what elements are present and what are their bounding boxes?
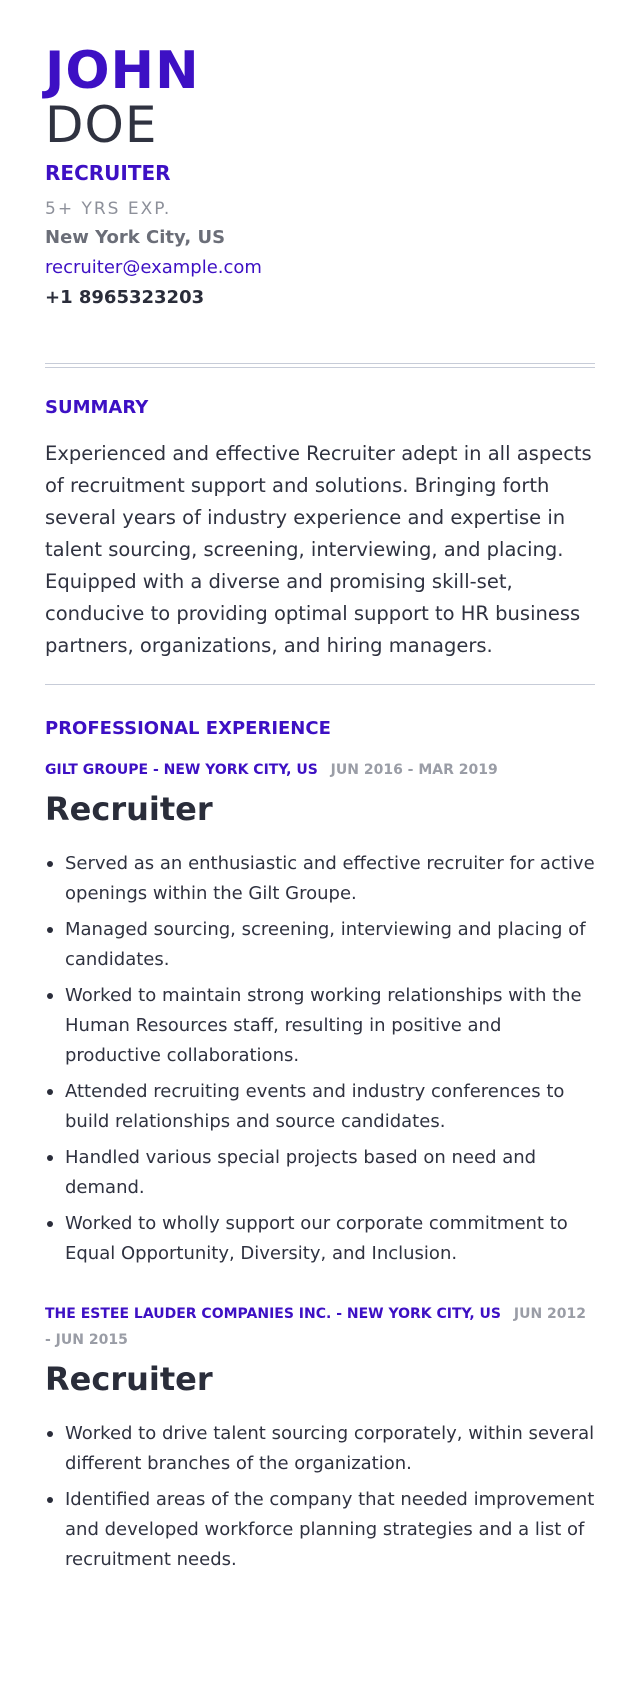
summary-divider: [45, 684, 595, 685]
years-experience: 5+ YRS EXP.: [45, 199, 172, 219]
job-dates: JUN 2012 - JUN 2015: [45, 1306, 587, 1348]
job-entry: [45, 757, 595, 1269]
bullet-item: Worked to maintain strong working relationships with the Human Resources staff, resulting in positive and productive collaborations.: [45, 981, 595, 1071]
job-title: Recruiter: [45, 1360, 213, 1398]
job-company: GILT GROUPE - NEW YORK CITY, US: [45, 762, 318, 778]
summary-heading: SUMMARY: [45, 397, 149, 418]
job-meta: [45, 1301, 595, 1353]
bullet-item: Worked to wholly support our corporate commitment to Equal Opportunity, Diversity, and Inclusion.: [45, 1209, 595, 1269]
bullet-item: Attended recruiting events and industry conferences to build relationships and source candidates.: [45, 1077, 595, 1137]
job-entry: [45, 1301, 595, 1575]
job-role: RECRUITER: [45, 161, 171, 185]
bullet-item: Identified areas of the company that needed improvement and developed workforce planning strategies and a list of recruitment needs.: [45, 1485, 595, 1575]
job-bullets: [45, 1419, 595, 1575]
header-divider: [45, 363, 595, 368]
summary-section: [45, 396, 595, 662]
phone-number: +1 8965323203: [45, 287, 205, 308]
experience-section: [45, 717, 595, 1575]
job-company: THE ESTEE LAUDER COMPANIES INC. - NEW YORK CITY, US: [45, 1306, 502, 1322]
first-name: JOHN: [45, 41, 200, 101]
last-name: DOE: [45, 96, 158, 154]
bullet-item: Managed sourcing, screening, interviewing and placing of candidates.: [45, 915, 595, 975]
summary-text: Experienced and effective Recruiter adept in all aspects of recruitment support and solutions. Bringing forth several years of industry experience and expertise in talent sourcing, screening, interviewing, and placing. Equipped with a diverse and promising skill-set, conducive to providing optimal support to HR business partners, organizations, and hiring managers.: [45, 442, 592, 657]
email-link[interactable]: recruiter@example.com: [45, 257, 262, 278]
job-bullets: [45, 849, 595, 1269]
resume-header: [45, 41, 595, 310]
experience-heading: PROFESSIONAL EXPERIENCE: [45, 718, 331, 739]
bullet-item: Served as an enthusiastic and effective recruiter for active openings within the Gilt Groupe.: [45, 849, 595, 909]
bullet-item: Handled various special projects based on need and demand.: [45, 1143, 595, 1203]
job-meta: [45, 757, 595, 783]
bullet-item: Worked to drive talent sourcing corporately, within several different branches of the organization.: [45, 1419, 595, 1479]
job-dates: JUN 2016 - MAR 2019: [330, 762, 498, 778]
location: New York City, US: [45, 227, 226, 248]
job-title: Recruiter: [45, 790, 213, 828]
